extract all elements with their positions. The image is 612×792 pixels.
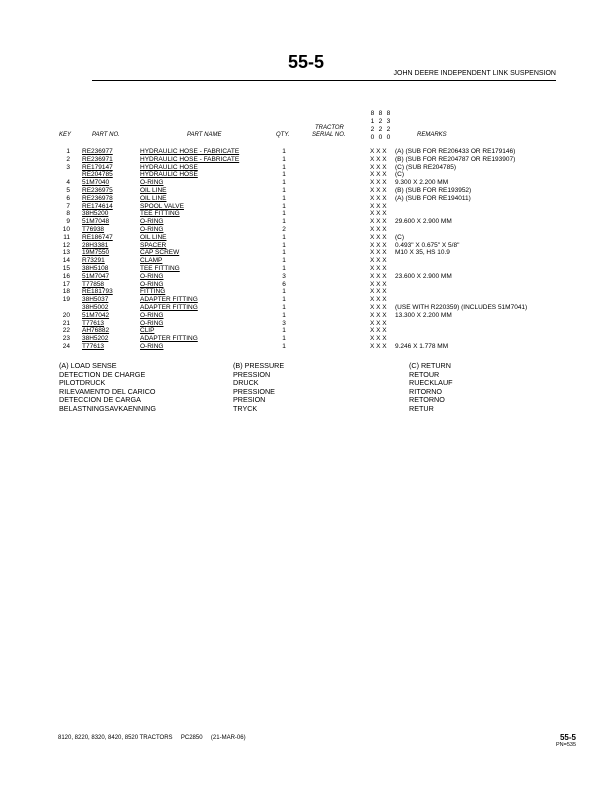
row-key: 17 [62,280,70,288]
legend-pressure: PRESSIONE [233,386,275,396]
table-row [0,327,612,335]
section-title: JOHN DEERE INDEPENDENT LINK SUSPENSION [393,70,556,77]
model-digit: 8 [370,110,375,117]
row-model-marks: X X X [370,265,387,272]
row-model-marks: X X X [370,218,387,226]
row-remarks: 9.246 X 1.778 MM [395,343,449,350]
table-row [0,320,612,328]
footer-page-number: 55-5 [559,733,576,742]
table-row [0,296,612,304]
legend-return: RETUR [409,404,434,413]
model-digit: 3 [386,118,391,125]
row-key: 8 [66,210,70,218]
row-model-marks: X X X [370,171,387,179]
model-digit: 2 [370,126,375,133]
legend-load-sense: BELASTNINGSAVKAENNING [59,404,156,413]
row-part-name: O-RING [140,272,164,280]
row-remarks: (C) [395,233,405,241]
row-remarks: (B) (SUB FOR RE193952) [395,187,472,194]
legend-pressure: DRUCK [233,378,259,388]
row-part-no: RE236977 [82,148,113,155]
row-model-marks: X X X [370,272,387,280]
model-digit: 8 [386,110,391,117]
row-part-no: 38H5202 [82,335,109,343]
table-row [0,234,612,242]
legend-pressure: (B) PRESSURE [233,361,285,370]
row-key: 19 [62,296,70,304]
row-part-no: RE174614 [82,202,113,210]
row-key: 1 [66,148,70,155]
row-part-no: RE181793 [82,288,113,296]
model-digit: 0 [386,134,391,141]
row-qty: 1 [282,187,286,194]
row-key: 16 [62,272,70,280]
row-key: 18 [62,288,70,296]
table-row [0,195,612,203]
model-digit: 0 [370,134,375,141]
col-key-header: KEY [59,132,72,138]
legend-return: RETOUR [409,369,440,379]
row-model-marks: X X X [370,288,387,296]
row-key: 3 [66,163,70,171]
row-qty: 1 [282,202,286,210]
row-key: 4 [66,179,70,187]
table-row [0,242,612,250]
model-digit: 0 [378,134,383,141]
row-part-name: HYDRAULIC HOSE [140,163,198,171]
row-model-marks: X X X [370,194,387,202]
legend-return: RITORNO [409,386,443,396]
row-part-no: RE236971 [82,155,113,163]
row-key: 14 [62,257,70,265]
footer-info [58,735,246,741]
row-model-marks: X X X [370,241,387,249]
row-model-marks: X X X [370,280,387,288]
header-rule [92,80,556,81]
row-part-name: CLAMP [140,257,163,265]
row-part-name: HYDRAULIC HOSE [140,171,198,179]
page-title: 55-5 [287,52,325,72]
row-part-name: CLIP [140,327,155,335]
legend-load-sense: PILOTDRUCK [59,378,106,388]
row-part-name: OIL LINE [140,233,167,241]
row-key: 11 [63,233,70,241]
row-qty: 1 [282,288,286,296]
row-part-no: 28H3381 [82,241,109,249]
table-row [0,288,612,296]
row-remarks: 9.300 X 2.200 MM [395,179,449,187]
row-part-name: TEE FITTING [140,210,180,218]
row-model-marks: X X X [370,210,387,218]
row-part-no: 51M7042 [82,311,110,319]
row-key: 20 [62,311,70,319]
row-part-name: O-RING [140,311,164,319]
row-part-name: O-RING [140,226,164,233]
row-model-marks: X X X [370,233,387,241]
table-row [0,343,612,351]
row-part-no: RE179147 [82,163,113,171]
row-part-no: 38H5200 [82,210,109,218]
row-part-no: AH76882 [82,327,110,335]
row-part-name: ADAPTER FITTING [140,335,198,343]
col-part-no-header: PART NO. [92,132,120,138]
row-qty: 2 [282,226,286,233]
legend-load-sense: RILEVAMENTO DEL CARICO [59,386,156,396]
row-part-no: T77613 [82,343,105,350]
row-model-marks: X X X [370,296,387,304]
row-model-marks: X X X [370,343,387,350]
row-model-marks: X X X [370,148,387,155]
row-part-name: CAP SCREW [140,249,180,257]
row-part-no: 38H5037 [82,296,109,304]
row-part-name: HYDRAULIC HOSE - FABRICATE [140,155,240,163]
row-part-name: FITTING [140,288,166,296]
row-part-name: SPACER [140,241,167,249]
row-qty: 6 [282,280,286,288]
legend-return: RETORNO [409,395,445,405]
row-key: 21 [62,319,70,327]
row-part-no: RE236978 [82,194,113,202]
row-remarks: 0.493" X 0.675" X 5/8" [395,241,460,249]
row-key: 5 [66,187,70,194]
row-qty: 1 [282,155,286,163]
row-qty: 1 [282,335,286,343]
legend-load-sense: DETECCION DE CARGA [59,395,141,405]
row-qty: 1 [282,327,286,335]
row-part-no: RE236975 [82,187,113,194]
row-qty: 1 [282,163,286,171]
row-model-marks: X X X [370,179,387,187]
footer-date: (21-MAR-06) [210,735,246,741]
row-part-name: ADAPTER FITTING [140,304,198,311]
table-row [0,249,612,257]
row-model-marks: X X X [370,202,387,210]
row-model-marks: X X X [370,155,387,163]
row-qty: 1 [282,179,286,187]
row-model-marks: X X X [370,163,387,171]
col-part-name-header: PART NAME [187,132,222,138]
row-part-name: ADAPTER FITTING [140,296,198,304]
row-part-no: 38H5108 [82,265,109,272]
row-part-no: 19M7550 [82,249,110,257]
legend-load-sense: DETECTION DE CHARGE [59,369,146,379]
row-qty: 1 [282,194,286,202]
col-tractor-header: TRACTOR [315,125,344,131]
row-key: 13 [62,249,70,257]
row-key: 24 [62,343,70,350]
row-part-name: O-RING [140,319,164,327]
row-model-marks: X X X [370,304,387,311]
row-qty: 1 [282,249,286,257]
row-remarks: (USE WITH R220359) (INCLUDES 51M7041) [395,304,528,311]
row-remarks: (A) (SUB FOR RE194011) [395,194,471,202]
table-row [0,171,612,179]
row-key: 22 [62,327,70,335]
model-digit: 8 [378,110,383,117]
row-model-marks: X X X [370,319,387,327]
row-model-marks: X X X [370,327,387,335]
model-digit: 2 [378,126,383,133]
row-qty: 1 [282,171,286,179]
legend-return: RUECKLAUF [409,378,453,388]
row-part-no: 38H5002 [82,304,109,311]
row-remarks: 29.600 X 2.900 MM [395,218,452,226]
table-row [0,304,612,312]
row-model-marks: X X X [370,335,387,343]
row-part-no: T76938 [82,226,105,233]
row-part-no: 51M7048 [82,218,110,226]
row-part-no: RE186747 [82,233,113,241]
row-key: 23 [62,335,70,343]
legend-pressure: PRESSION [233,369,271,379]
row-model-marks: X X X [370,311,387,319]
row-model-marks: X X X [370,249,387,257]
row-part-name: HYDRAULIC HOSE - FABRICATE [140,148,240,155]
row-qty: 1 [282,296,286,304]
legend-return: (C) RETURN [409,361,451,370]
footer-pn: PN=535 [555,742,576,748]
table-row [0,210,612,218]
row-remarks: 23.600 X 2.900 MM [395,272,452,280]
row-key: 12 [62,241,70,249]
row-remarks: 13.300 X 2.200 MM [395,311,452,319]
table-row [0,273,612,281]
row-part-no: RE204785 [82,171,113,179]
table-row [0,312,612,320]
row-part-name: SPOOL VALVE [140,202,184,210]
legend-pressure: TRYCK [233,404,258,413]
row-qty: 1 [282,311,286,319]
row-qty: 1 [282,343,286,350]
row-qty: 1 [282,241,286,249]
row-key: 15 [62,265,70,272]
row-part-no: 51M7047 [82,272,110,280]
row-part-name: O-RING [140,343,164,350]
row-qty: 3 [282,272,286,280]
table-row [0,226,612,234]
table-row [0,218,612,226]
row-part-no: R73291 [82,257,105,265]
row-key: 10 [62,226,70,233]
row-part-name: O-RING [140,218,164,226]
model-digit: 2 [378,118,383,125]
table-row [0,187,612,195]
row-remarks: (B) (SUB FOR RE204787 OR RE193907) [395,155,516,163]
row-qty: 3 [282,319,286,327]
row-key: 2 [66,155,70,163]
footer-catalog: PC2850 [180,735,203,741]
row-qty: 1 [282,257,286,265]
row-remarks: M10 X 35, HS 10.9 [395,249,450,257]
row-part-name: TEE FITTING [140,265,180,272]
col-remarks-header: REMARKS [417,132,447,138]
table-row [0,179,612,187]
row-model-marks: X X X [370,226,387,233]
table-row [0,257,612,265]
row-qty: 1 [282,304,286,311]
row-part-name: OIL LINE [140,187,167,194]
row-key: 9 [66,218,70,226]
row-qty: 1 [282,210,286,218]
table-row [0,265,612,273]
model-digit: 1 [370,118,375,125]
row-remarks: (A) (SUB FOR RE206433 OR RE179146) [395,148,516,155]
legend-pressure: PRESION [233,395,266,405]
footer-models: 8120, 8220, 8320, 8420, 8520 TRACTORS [58,735,173,741]
table-row [0,156,612,164]
row-part-name: O-RING [140,179,164,187]
row-key: 6 [66,194,70,202]
row-model-marks: X X X [370,257,387,265]
model-digit: 2 [386,126,391,133]
row-qty: 1 [282,233,286,241]
row-part-no: T77613 [82,319,105,327]
row-key: 7 [66,202,70,210]
table-row [0,281,612,289]
col-serial-header: SERIAL NO. [312,132,346,138]
legend-load-sense: (A) LOAD SENSE [59,361,117,370]
row-part-no: 51M7040 [82,179,110,187]
row-qty: 1 [282,218,286,226]
row-remarks: (C) [395,171,405,179]
row-qty: 1 [282,148,286,155]
col-qty-header: QTY. [276,132,290,138]
row-part-name: OIL LINE [140,194,167,202]
table-row [0,164,612,172]
table-row [0,335,612,343]
row-qty: 1 [282,265,286,272]
row-remarks: (C) (SUB RE204785) [395,163,457,171]
table-row [0,148,612,156]
row-part-name: O-RING [140,280,164,288]
row-model-marks: X X X [370,187,387,194]
table-row [0,203,612,211]
row-part-no: T77858 [82,280,105,288]
